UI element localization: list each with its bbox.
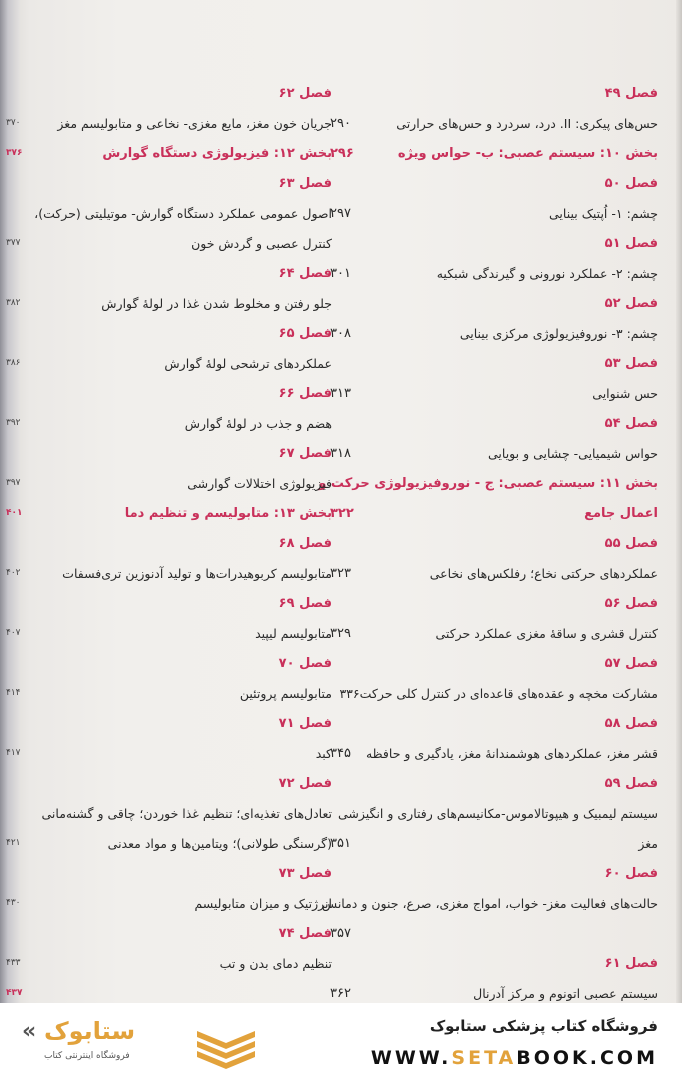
store-name: فروشگاه کتاب پزشکی ستابوک bbox=[429, 1017, 658, 1035]
logo-wordmark: ستابوک bbox=[44, 1017, 136, 1045]
page-number: ۲۹۰ bbox=[330, 116, 351, 131]
chapter-heading: فصل ۷۳ bbox=[278, 866, 332, 881]
toc-column-left bbox=[32, 0, 332, 1003]
chapter-heading: فصل ۶۳ bbox=[278, 176, 332, 191]
store-banner bbox=[0, 1003, 682, 1080]
topic-title: متابولیسم کربوهیدرات‌ها و تولید آدنوزین تری‌فسفات bbox=[62, 566, 332, 581]
topic-title: قشر مغز، عملکردهای هوشمندانهٔ مغز، یادگیری و حافظه bbox=[365, 746, 658, 761]
topic-title: عملکردهای حرکتی نخاع؛ رفلکس‌های نخاعی bbox=[429, 566, 658, 581]
chapter-heading: فصل ۷۰ bbox=[278, 656, 332, 671]
chapter-heading: فصل ۵۵ bbox=[604, 536, 658, 551]
logo-subtitle: فروشگاه اینترنتی کتاب bbox=[44, 1051, 130, 1061]
page-number: ۳۸۶ bbox=[6, 358, 21, 368]
chevrons-left-icon: « bbox=[22, 1019, 37, 1044]
page-number: ۲۹۶ bbox=[330, 146, 354, 161]
chapter-heading: فصل ۶۵ bbox=[278, 326, 332, 341]
topic-title: حس‌های پیکری: II. درد، سردرد و حس‌های حرارتی bbox=[396, 116, 658, 131]
page-number: ۳۵۱ bbox=[330, 836, 351, 851]
chapter-heading: فصل ۵۳ bbox=[604, 356, 658, 371]
book-stack-logo-icon bbox=[193, 1021, 259, 1069]
chapter-heading: فصل ۵۶ bbox=[604, 596, 658, 611]
chapter-heading: فصل ۵۱ bbox=[604, 236, 658, 251]
topic-title: جلو رفتن و مخلوط شدن غذا در لولهٔ گوارش bbox=[101, 296, 332, 311]
topic-title: چشم: ۱- اُپتیک بینایی bbox=[549, 206, 658, 221]
chapter-heading: فصل ۴۹ bbox=[604, 86, 658, 101]
topic-title: جریان خون مغز، مایع مغزی- نخاعی و متابولیسم مغز bbox=[57, 116, 332, 131]
page-number: ۳۴۵ bbox=[330, 746, 351, 761]
page-number: ۴۱۴ bbox=[6, 688, 21, 698]
section-heading: بخش ۱۰: سیستم عصبی: ب- حواس ویژه bbox=[397, 146, 658, 161]
chapter-heading: فصل ۶۴ bbox=[278, 266, 332, 281]
chapter-heading: فصل ۷۴ bbox=[278, 926, 332, 941]
page-number: ۳۷۶ bbox=[6, 148, 23, 158]
topic-title: چشم: ۳- نوروفیزیولوژی مرکزی بینایی bbox=[459, 326, 658, 341]
chapter-heading: فصل ۵۷ bbox=[604, 656, 658, 671]
page-number: ۴۰۷ bbox=[6, 628, 21, 638]
page-number: ۴۳۰ bbox=[6, 898, 21, 908]
topic-title: مشارکت مخچه و عقده‌های قاعده‌ای در کنترل کلی حرکت۳۳۶ bbox=[339, 686, 658, 701]
section-heading: اعمال جامع bbox=[584, 506, 658, 521]
topic-title: حواس شیمیایی- چشایی و بویایی bbox=[487, 446, 658, 461]
section-heading: بخش ۱۲: فیزیولوژی دستگاه گوارش bbox=[102, 146, 332, 161]
section-heading: بخش ۱۱: سیستم عصبی: ج - نوروفیزیولوژی حرکت و bbox=[318, 476, 658, 491]
chapter-heading: فصل ۵۲ bbox=[604, 296, 658, 311]
chapter-heading: فصل ۷۱ bbox=[278, 716, 332, 731]
topic-title: کنترل قشری و ساقهٔ مغزی عملکرد حرکتی bbox=[435, 626, 658, 641]
page-number: ۳۶۲ bbox=[330, 986, 351, 1001]
chapter-heading: فصل ۶۲ bbox=[278, 86, 332, 101]
store-url[interactable] bbox=[371, 1047, 658, 1069]
topic-title: چشم: ۲- عملکرد نورونی و گیرندگی شبکیه bbox=[436, 266, 658, 281]
topic-title: مغز bbox=[638, 836, 658, 851]
page-number: ۳۱۳ bbox=[330, 386, 351, 401]
page-number: ۴۰۱ bbox=[6, 508, 23, 518]
url-highlight: SETA bbox=[451, 1047, 517, 1069]
topic-title: کنترل عصبی و گردش خون bbox=[191, 236, 332, 251]
topic-title: (گرسنگی طولانی)؛ ویتامین‌ها و مواد معدنی bbox=[107, 836, 332, 851]
topic-title: هضم و جذب در لولهٔ گوارش bbox=[184, 416, 332, 431]
chapter-heading: فصل ۶۶ bbox=[278, 386, 332, 401]
page-number: ۳۹۲ bbox=[6, 418, 21, 428]
topic-title: تعادل‌های تغذیه‌ای؛ تنظیم غذا خوردن؛ چاقی و گشنه‌مانی bbox=[41, 806, 332, 821]
page-number: ۴۲۱ bbox=[6, 838, 21, 848]
page-number: ۳۵۷ bbox=[330, 926, 351, 941]
page-number: ۳۲۹ bbox=[330, 626, 351, 641]
topic-title: عملکردهای ترشحی لولهٔ گوارش bbox=[164, 356, 332, 371]
chapter-heading: فصل ۶۹ bbox=[278, 596, 332, 611]
toc-column-right bbox=[315, 0, 658, 1003]
page-binding-right bbox=[676, 0, 682, 1003]
page-number: ۲۹۷ bbox=[330, 206, 351, 221]
topic-title: انرژتیک و میزان متابولیسم bbox=[194, 896, 332, 911]
chapter-heading: فصل ۶۱ bbox=[604, 956, 658, 971]
topic-title: اصول عمومی عملکرد دستگاه گوارش- موتیلیتی (حرکت)، bbox=[34, 206, 332, 221]
page-number: ۴۳۷ bbox=[6, 988, 23, 998]
chapter-heading: فصل ۷۲ bbox=[278, 776, 332, 791]
topic-title: فیزیولوژی اختلالات گوارشی bbox=[187, 476, 332, 491]
chapter-heading: فصل ۶۰ bbox=[604, 866, 658, 881]
chapter-heading: فصل ۵۰ bbox=[604, 176, 658, 191]
topic-title: متابولیسم پروتئین bbox=[239, 686, 332, 701]
topic-title: متابولیسم لیپید bbox=[255, 626, 332, 641]
chapter-heading: فصل ۶۷ bbox=[278, 446, 332, 461]
section-heading: بخش ۱۳: متابولیسم و تنظیم دما bbox=[124, 506, 332, 521]
topic-title: کبد bbox=[315, 746, 332, 761]
chapter-heading: فصل ۶۸ bbox=[278, 536, 332, 551]
page-number: ۳۰۱ bbox=[330, 266, 351, 281]
page-number: ۴۳۳ bbox=[6, 958, 21, 968]
page-number: ۴۱۷ bbox=[6, 748, 21, 758]
topic-title: تنظیم دمای بدن و تب bbox=[219, 956, 332, 971]
page-number: ۴۰۲ bbox=[6, 568, 21, 578]
page-number: ۳۸۲ bbox=[6, 298, 21, 308]
chapter-heading: فصل ۵۹ bbox=[604, 776, 658, 791]
url-suffix: BOOK.COM bbox=[516, 1047, 658, 1069]
topic-title: سیستم لیمبیک و هیپوتالاموس-مکانیسم‌های رفتاری و انگیزشی bbox=[337, 806, 658, 821]
chapter-heading: فصل ۵۸ bbox=[604, 716, 658, 731]
page-number: ۳۲۲ bbox=[330, 506, 354, 521]
page-number: ۳۷۷ bbox=[6, 238, 21, 248]
page-number: ۳۲۳ bbox=[330, 566, 351, 581]
url-prefix: WWW. bbox=[370, 1047, 452, 1069]
page-number: ۳۷۰ bbox=[6, 118, 21, 128]
topic-title: حس شنوایی bbox=[592, 386, 658, 401]
page-number: ۳۰۸ bbox=[330, 326, 351, 341]
page-number: ۳۹۷ bbox=[6, 478, 21, 488]
page-number: ۳۱۸ bbox=[330, 446, 351, 461]
topic-title: حالت‌های فعالیت مغز- خواب، امواج مغزی، صرع، جنون و دمانس bbox=[321, 896, 658, 911]
chapter-heading: فصل ۵۴ bbox=[604, 416, 658, 431]
topic-title: سیستم عصبی اتونوم و مرکز آدرنال bbox=[473, 986, 658, 1001]
